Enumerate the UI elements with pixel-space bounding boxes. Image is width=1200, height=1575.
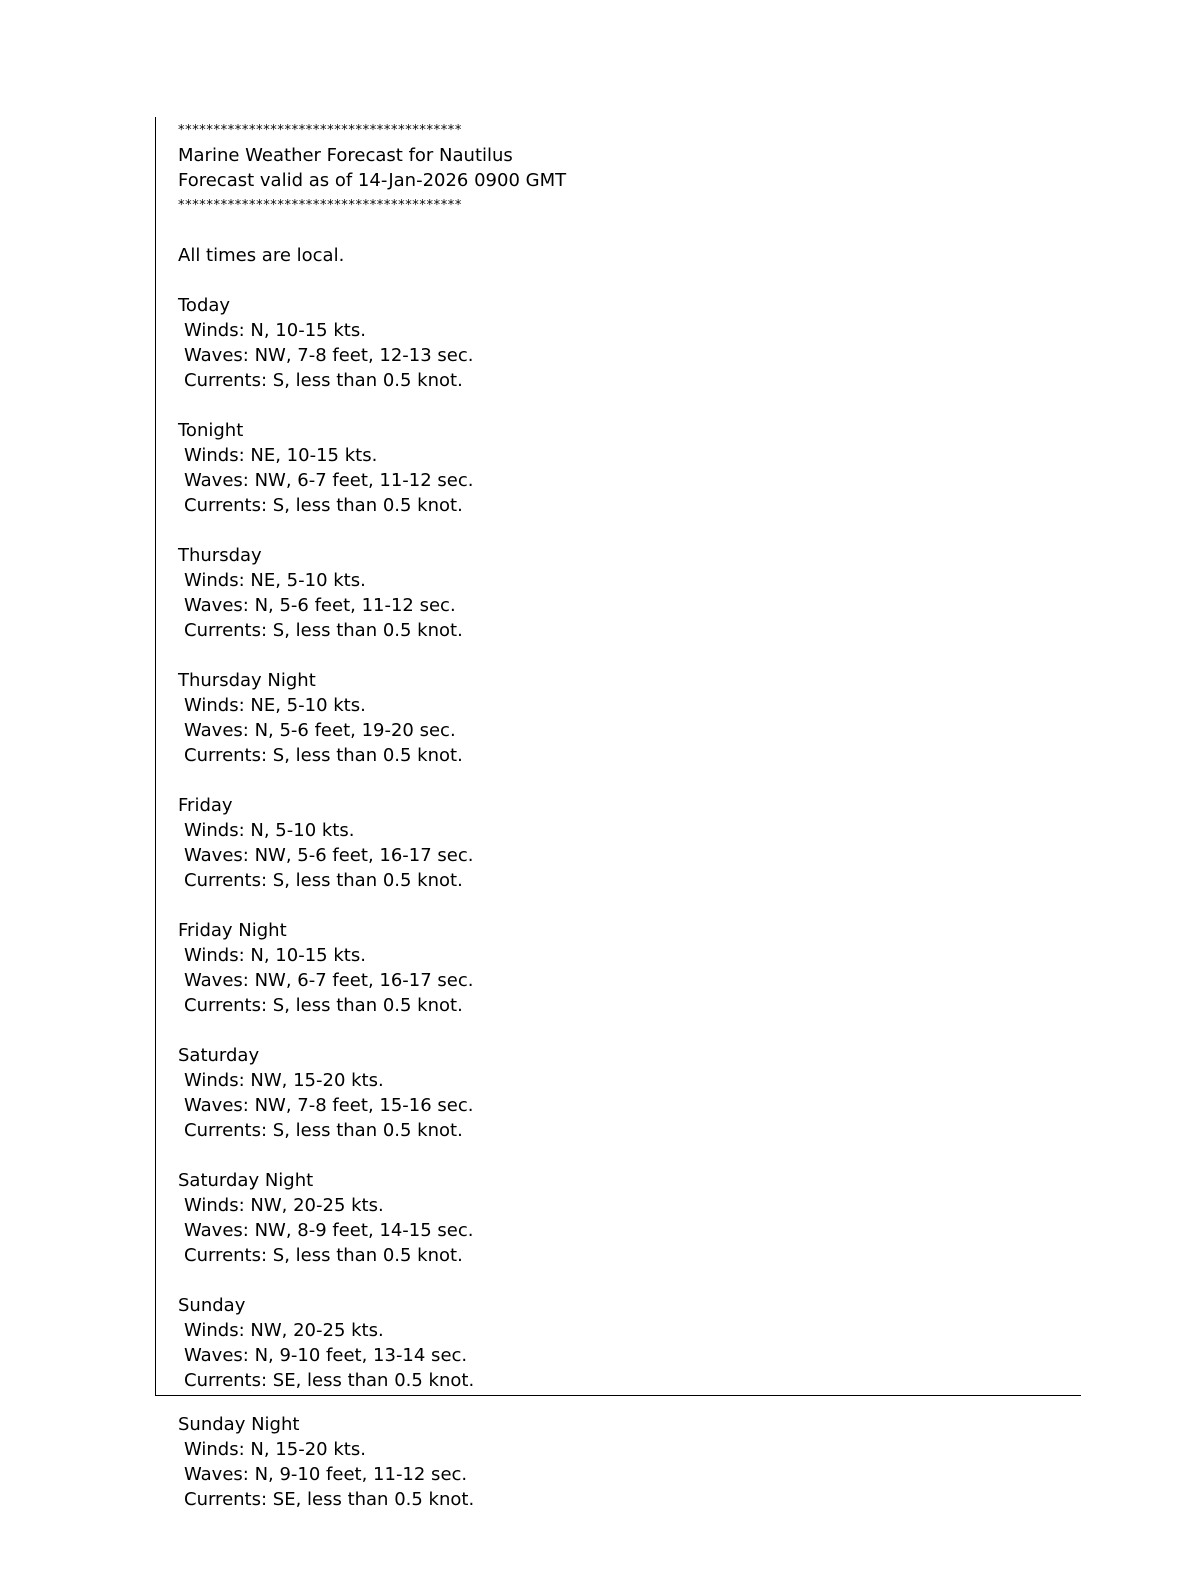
period-currents: Currents: SE, less than 0.5 knot. xyxy=(184,1370,475,1391)
period-currents: Currents: SE, less than 0.5 knot. xyxy=(184,1489,475,1510)
period-winds: Winds: N, 5-10 kts. xyxy=(184,820,355,841)
period-name: Saturday xyxy=(178,1045,260,1066)
period-winds: Winds: N, 10-15 kts. xyxy=(184,945,366,966)
period-currents: Currents: S, less than 0.5 knot. xyxy=(184,995,463,1016)
period-waves: Waves: NW, 8-9 feet, 14-15 sec. xyxy=(184,1220,474,1241)
period-currents: Currents: S, less than 0.5 knot. xyxy=(184,1120,463,1141)
period-currents: Currents: S, less than 0.5 knot. xyxy=(184,870,463,891)
period-currents: Currents: S, less than 0.5 knot. xyxy=(184,370,463,391)
period-currents: Currents: S, less than 0.5 knot. xyxy=(184,1245,463,1266)
period-winds: Winds: N, 10-15 kts. xyxy=(184,320,366,341)
period-winds: Winds: NE, 10-15 kts. xyxy=(184,445,378,466)
period-friday xyxy=(178,793,1058,893)
period-winds: Winds: N, 15-20 kts. xyxy=(184,1439,366,1460)
period-name: Today xyxy=(178,295,231,316)
period-currents: Currents: S, less than 0.5 knot. xyxy=(184,495,463,516)
period-tonight xyxy=(178,418,1058,518)
period-winds: Winds: NW, 20-25 kts. xyxy=(184,1195,384,1216)
period-name: Thursday Night xyxy=(178,670,316,691)
period-name: Sunday Night xyxy=(178,1414,300,1435)
period-winds: Winds: NE, 5-10 kts. xyxy=(184,570,366,591)
times-note: All times are local. xyxy=(178,245,345,266)
period-name: Friday xyxy=(178,795,233,816)
period-sunday xyxy=(178,1293,1058,1393)
header-stars-top: **************************************** xyxy=(178,123,462,138)
period-saturday-night xyxy=(178,1168,1058,1268)
period-winds: Winds: NW, 15-20 kts. xyxy=(184,1070,384,1091)
header-stars-bottom: **************************************** xyxy=(178,198,462,213)
forecast-valid-time: Forecast valid as of 14-Jan-2026 0900 GMT xyxy=(178,170,567,191)
period-thursday-night xyxy=(178,668,1058,768)
period-name: Saturday Night xyxy=(178,1170,314,1191)
period-waves: Waves: N, 5-6 feet, 11-12 sec. xyxy=(184,595,456,616)
period-winds: Winds: NW, 20-25 kts. xyxy=(184,1320,384,1341)
period-waves: Waves: NW, 6-7 feet, 11-12 sec. xyxy=(184,470,474,491)
period-winds: Winds: NE, 5-10 kts. xyxy=(184,695,366,716)
period-waves: Waves: N, 9-10 feet, 11-12 sec. xyxy=(184,1464,468,1485)
bottom-border-rule xyxy=(155,1395,1081,1396)
period-name: Thursday xyxy=(178,545,262,566)
period-name: Friday Night xyxy=(178,920,287,941)
period-name: Sunday xyxy=(178,1295,246,1316)
period-waves: Waves: N, 5-6 feet, 19-20 sec. xyxy=(184,720,456,741)
period-waves: Waves: NW, 5-6 feet, 16-17 sec. xyxy=(184,845,474,866)
period-waves: Waves: NW, 7-8 feet, 15-16 sec. xyxy=(184,1095,474,1116)
left-border-rule xyxy=(155,117,156,1396)
forecast-document xyxy=(178,118,1058,1393)
period-waves: Waves: N, 9-10 feet, 13-14 sec. xyxy=(184,1345,468,1366)
period-currents: Currents: S, less than 0.5 knot. xyxy=(184,620,463,641)
period-thursday xyxy=(178,543,1058,643)
period-today xyxy=(178,293,1058,393)
period-currents: Currents: S, less than 0.5 knot. xyxy=(184,745,463,766)
period-sunday-night xyxy=(178,1412,474,1512)
period-waves: Waves: NW, 7-8 feet, 12-13 sec. xyxy=(184,345,474,366)
forecast-title: Marine Weather Forecast for Nautilus xyxy=(178,145,513,166)
period-friday-night xyxy=(178,918,1058,1018)
period-name: Tonight xyxy=(178,420,244,441)
period-waves: Waves: NW, 6-7 feet, 16-17 sec. xyxy=(184,970,474,991)
period-saturday xyxy=(178,1043,1058,1143)
